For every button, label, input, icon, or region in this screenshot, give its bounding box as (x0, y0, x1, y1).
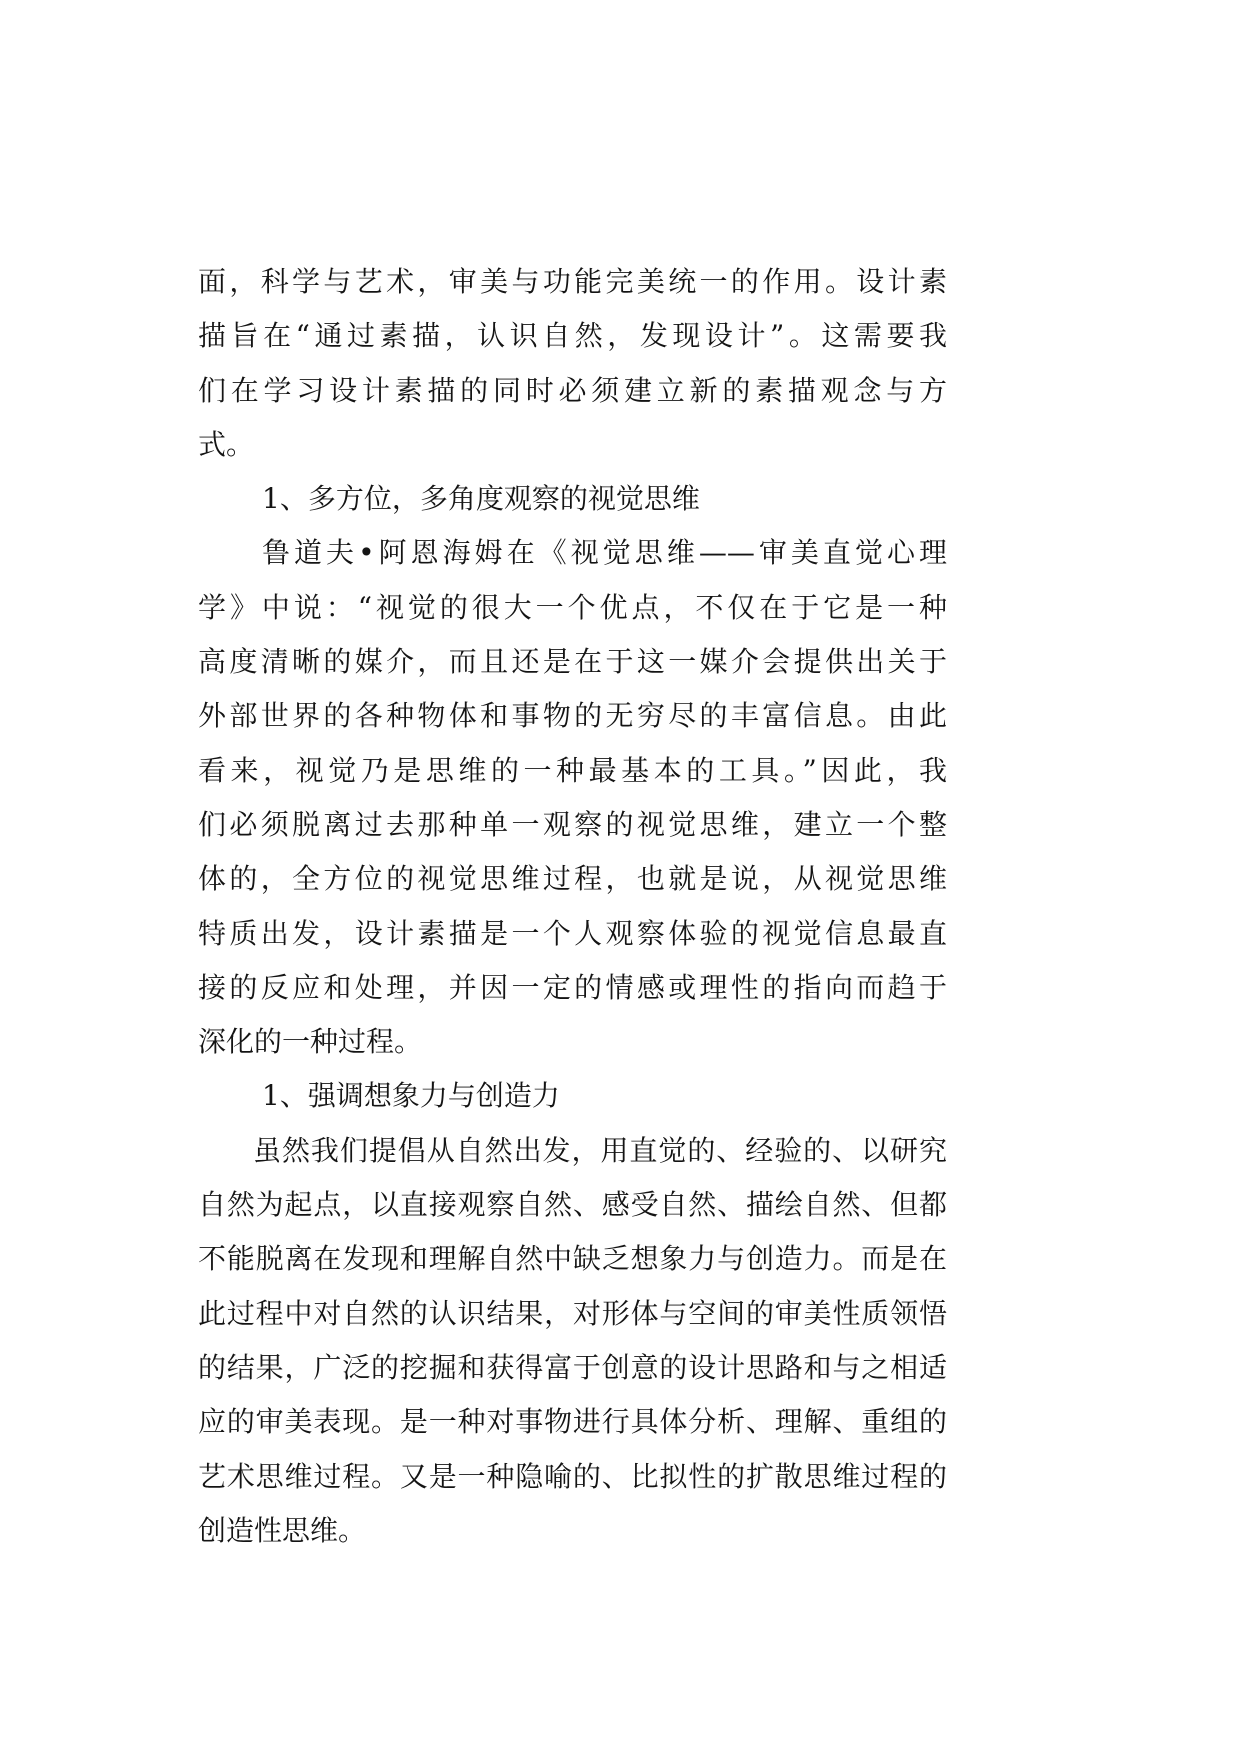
paragraph-line: 创造性思维。 (198, 1513, 367, 1547)
paragraph-line: 学》中说：“视觉的很大一个优点，不仅在于它是一种 (198, 590, 947, 624)
paragraph-line: 鲁道夫•阿恩海姆在《视觉思维——审美直觉心理 (262, 536, 947, 570)
paragraph-line: 体的，全方位的视觉思维过程，也就是说，从视觉思维 (198, 862, 947, 896)
paragraph-line: 不能脱离在发现和理解自然中缺乏想象力与创造力。而是在 (198, 1242, 947, 1276)
paragraph-line: 的结果，广泛的挖掘和获得富于创意的设计思路和与之相适 (198, 1350, 947, 1384)
body-paragraph (198, 526, 947, 1069)
paragraph-line: 看来，视觉乃是思维的一种最基本的工具。”因此，我 (198, 753, 947, 787)
paragraph-line: 们在学习设计素描的同时必须建立新的素描观念与方 (198, 373, 947, 407)
paragraph-line: 此过程中对自然的认识结果，对形体与空间的审美性质领悟 (198, 1296, 947, 1330)
paragraph-line: 虽然我们提倡从自然出发，用直觉的、经验的、以研究 (253, 1133, 947, 1167)
section-heading: 1、强调想象力与创造力 (262, 1079, 560, 1113)
paragraph-line: 外部世界的各种物体和事物的无穷尽的丰富信息。由此 (198, 699, 947, 733)
body-paragraph (198, 255, 947, 472)
paragraph-line: 深化的一种过程。 (198, 1025, 423, 1059)
body-paragraph (198, 1124, 947, 1558)
paragraph-line: 应的审美表现。是一种对事物进行具体分析、理解、重组的 (198, 1405, 947, 1439)
paragraph-line: 式。 (198, 427, 255, 461)
paragraph-line: 接的反应和处理，并因一定的情感或理性的指向而趋于 (198, 970, 947, 1004)
paragraph-line: 面，科学与艺术，审美与功能完美统一的作用。设计素 (198, 265, 947, 298)
paragraph-line: 自然为起点，以直接观察自然、感受自然、描绘自然、但都 (198, 1188, 947, 1222)
section-heading: 1、多方位，多角度观察的视觉思维 (262, 482, 700, 516)
paragraph-line: 们必须脱离过去那种单一观察的视觉思维，建立一个整 (198, 807, 947, 841)
paragraph-line: 艺术思维过程。又是一种隐喻的、比拟性的扩散思维过程的 (198, 1459, 947, 1493)
paragraph-line: 描旨在“通过素描，认识自然，发现设计”。这需要我 (198, 319, 947, 353)
paragraph-line: 高度清晰的媒介，而且还是在于这一媒介会提供出关于 (198, 645, 947, 679)
paragraph-line: 特质出发，设计素描是一个人观察体验的视觉信息最直 (198, 916, 947, 950)
text-body (198, 255, 947, 1558)
